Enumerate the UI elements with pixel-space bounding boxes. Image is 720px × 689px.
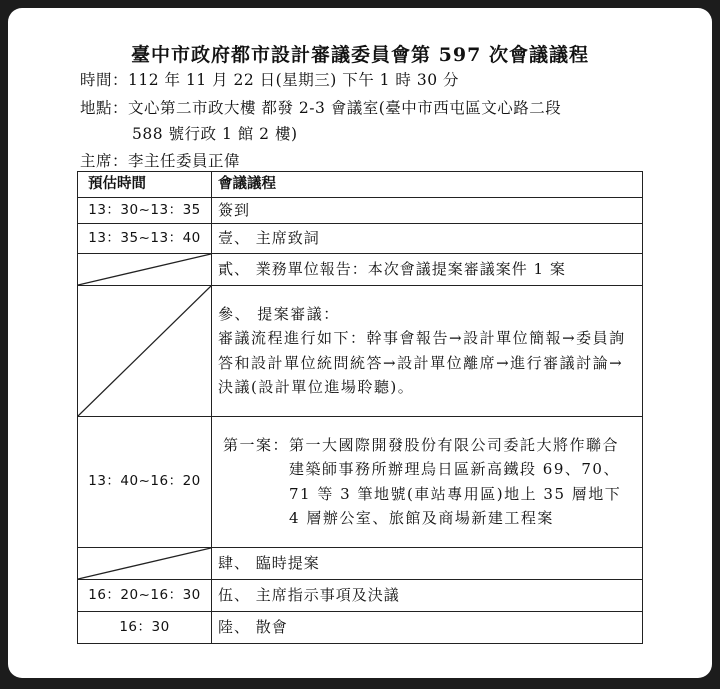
table-header-row [78, 172, 643, 198]
proposal-review-title: 參、 提案審議： [218, 304, 340, 323]
meeting-place-line1: 地點：文心第二市政大樓 都發 2-3 會議室(臺中市西屯區文心路二段 [80, 99, 562, 117]
row-item: 貳、 業務單位報告：本次會議提案審議案件 1 案 [212, 253, 643, 285]
diagonal-slash [78, 254, 211, 285]
row-item: 肆、 臨時提案 [212, 547, 643, 579]
table-row [78, 223, 643, 253]
empty-time-cell [78, 253, 212, 285]
table-row [78, 611, 643, 643]
row-time: 13：30~13：35 [78, 197, 212, 223]
meeting-time: 時間：112 年 11 月 22 日(星期三) 下午 1 時 30 分 [80, 71, 459, 89]
case-label: 第一案： [223, 435, 290, 454]
diagonal-slash [78, 286, 211, 416]
meeting-place-line2: 588 號行政 1 館 2 樓) [132, 125, 298, 143]
table-row [78, 285, 643, 416]
row-time: 13：35~13：40 [78, 223, 212, 253]
table-row [78, 416, 643, 547]
table-row [78, 547, 643, 579]
document-page [8, 8, 712, 678]
row-item: 陸、 散會 [212, 611, 643, 643]
case-cell [212, 416, 643, 547]
review-procedure-text: 審議流程進行如下：幹事會報告→設計單位簡報→委員詢答和設計單位統問統答→設計單位離席→進行審議討論→決議(設計單位進場聆聽)。 [218, 329, 626, 396]
diagonal-slash [78, 548, 211, 579]
row-time: 16：20~16：30 [78, 579, 212, 611]
table-row [78, 197, 643, 223]
header-time: 預估時間 [78, 172, 212, 198]
agenda-table [77, 171, 643, 644]
row-item: 簽到 [212, 197, 643, 223]
table-row [78, 579, 643, 611]
row-time: 16：30 [78, 611, 212, 643]
table-row [78, 253, 643, 285]
header-agenda: 會議議程 [212, 172, 643, 198]
empty-time-cell [78, 285, 212, 416]
proposal-review-cell [212, 285, 643, 416]
empty-time-cell [78, 547, 212, 579]
meeting-chair: 主席：李主任委員正偉 [80, 152, 241, 170]
row-time: 13：40~16：20 [78, 416, 212, 547]
row-item: 伍、 主席指示事項及決議 [212, 579, 643, 611]
document-title: 臺中市政府都市設計審議委員會第 597 次會議議程 [131, 44, 589, 66]
case-description: 第一大國際開發股份有限公司委託大將作聯合建築師事務所辦理烏日區新高鐵段 69、70、71 等 3 筆地號(車站專用區)地上 35 層地下 4 層辦公室、旅館及商場新建工程案 [289, 435, 622, 527]
row-item: 壹、 主席致詞 [212, 223, 643, 253]
